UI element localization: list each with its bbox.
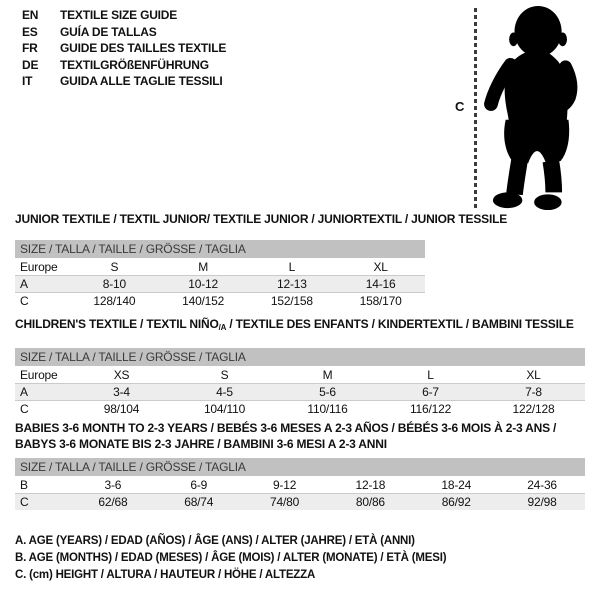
table-row — [15, 383, 585, 400]
section-title — [15, 211, 508, 227]
title-text: / TEXTILE DES ENFANTS / KINDERTEXTIL / BAMBINI TESSILE — [226, 317, 574, 331]
size-table — [15, 240, 425, 309]
size-cell: 6-7 — [422, 385, 439, 399]
size-cell: 3-6 — [104, 477, 122, 492]
height-measure-label: C — [455, 99, 465, 114]
size-header-bar: SIZE / TALLA / TAILLE / GRÖSSE / TAGLIA — [15, 240, 425, 258]
title-text: BABIES 3-6 MONTH TO 2-3 YEARS / BEBÉS 3-6 MESES A 2-3 AÑOS / BÉBÉS 3-6 MOIS À 2-3 ANS / — [15, 421, 557, 435]
language-row — [22, 24, 226, 41]
language-row — [22, 40, 226, 57]
size-header-bar: SIZE / TALLA / TAILLE / GRÖSSE / TAGLIA — [15, 458, 585, 476]
note-line: A. AGE (YEARS) / EDAD (AÑOS) / ÂGE (ANS) / ALTER (JAHRE) / ETÀ (ANNI) — [15, 535, 415, 547]
note-line: B. AGE (MONTHS) / EDAD (MESES) / ÂGE (MOIS) / ALTER (MONATE) / ETÀ (MESI) — [15, 552, 447, 564]
size-cell: 140/152 — [182, 294, 225, 308]
row-label: Europe — [20, 367, 58, 382]
section-title-line — [15, 420, 585, 436]
row-label: C — [20, 402, 29, 416]
size-table-body — [15, 476, 585, 510]
table-row — [15, 400, 585, 417]
language-row — [22, 57, 226, 74]
size-cell: 68/74 — [184, 495, 214, 509]
size-cell: 4-5 — [216, 385, 233, 399]
size-table — [15, 348, 585, 417]
language-code: FR — [22, 41, 38, 55]
size-cell: 24-36 — [527, 477, 557, 492]
table-row — [15, 476, 585, 493]
language-code: ES — [22, 24, 38, 39]
size-cell: 6-9 — [190, 477, 208, 492]
title-text: JUNIOR TEXTILE / TEXTIL JUNIOR/ TEXTILE JUNIOR / JUNIORTEXTIL / JUNIOR TESSILE — [15, 212, 508, 226]
size-cell: 80/86 — [355, 495, 385, 509]
title-text: BABYS 3-6 MONATE BIS 2-3 JAHRE / BAMBINI 3-6 MESI A 2-3 ANNI — [15, 437, 387, 451]
language-title: TEXTILE SIZE GUIDE — [60, 8, 178, 22]
size-cell: XL — [373, 259, 388, 274]
language-code: IT — [22, 74, 33, 88]
size-cell: M — [198, 259, 209, 274]
size-cell: L — [427, 367, 434, 382]
size-cell: 86/92 — [441, 495, 471, 509]
size-cell: 92/98 — [527, 495, 557, 509]
section-babies — [15, 420, 585, 510]
baby-figure — [450, 0, 600, 220]
table-row — [15, 258, 425, 275]
language-code: DE — [22, 57, 39, 72]
note-line: C. (cm) HEIGHT / ALTURA / HAUTEUR / HÖHE / ALTEZZA — [15, 569, 316, 581]
size-cell: 152/158 — [270, 294, 313, 308]
language-row — [22, 73, 226, 90]
size-cell: 12-18 — [355, 477, 386, 492]
language-title: GUIDA ALLE TAGLIE TESSILI — [60, 74, 223, 88]
size-cell: L — [288, 259, 296, 274]
size-cell: M — [322, 367, 333, 382]
language-row — [22, 7, 226, 24]
size-table — [15, 458, 585, 510]
size-table-body — [15, 366, 585, 417]
size-cell: 12-13 — [277, 277, 307, 291]
language-title: TEXTILGRÖßENFÜHRUNG — [60, 57, 209, 72]
section-title-line — [15, 316, 585, 336]
size-cell: 122/128 — [512, 402, 555, 416]
size-cell: XS — [113, 367, 130, 382]
section-title — [15, 316, 585, 336]
size-cell: 128/140 — [93, 294, 136, 308]
language-title: GUIDE DES TAILLES TEXTILE — [60, 41, 227, 55]
subscript-text: /A — [218, 323, 227, 332]
size-cell: 5-6 — [319, 385, 336, 399]
language-title: GUÍA DE TALLAS — [60, 24, 157, 39]
size-cell: 62/68 — [98, 495, 128, 509]
row-label: C — [20, 495, 29, 509]
size-cell: 9-12 — [272, 477, 297, 492]
size-cell: S — [110, 259, 119, 274]
section-title-line — [15, 436, 585, 452]
section-children — [15, 316, 585, 417]
table-row — [15, 493, 585, 510]
table-row — [15, 366, 585, 383]
size-cell: 10-12 — [188, 277, 218, 291]
size-cell: 8-10 — [102, 277, 126, 291]
baby-silhouette-icon — [482, 4, 600, 212]
size-cell: XL — [526, 367, 541, 382]
row-label: C — [20, 294, 29, 308]
row-label: A — [20, 385, 28, 399]
size-cell: 18-24 — [441, 477, 472, 492]
table-row — [15, 275, 425, 292]
section-title — [15, 420, 585, 452]
row-label: B — [20, 477, 28, 492]
language-header — [22, 7, 226, 90]
title-text: CHILDREN'S TEXTILE / TEXTIL NIÑO — [15, 317, 219, 331]
section-title-line — [15, 211, 508, 227]
size-cell: 158/170 — [359, 294, 402, 308]
size-cell: 110/116 — [307, 402, 348, 416]
size-cell: 74/80 — [270, 495, 300, 509]
size-cell: S — [220, 367, 229, 382]
footnotes — [15, 533, 446, 584]
size-cell: 7-8 — [525, 385, 542, 399]
size-cell: 3-4 — [113, 385, 130, 399]
size-cell: 116/122 — [409, 402, 452, 416]
size-header-bar: SIZE / TALLA / TAILLE / GRÖSSE / TAGLIA — [15, 348, 585, 366]
row-label: Europe — [20, 259, 58, 274]
size-cell: 98/104 — [103, 402, 140, 416]
size-cell: 14-16 — [365, 277, 396, 291]
language-code: EN — [22, 8, 39, 22]
size-cell: 104/110 — [203, 402, 246, 416]
height-measure-dashed-line — [474, 8, 477, 210]
size-table-body — [15, 258, 425, 309]
section-junior — [15, 211, 508, 309]
row-label: A — [20, 277, 28, 291]
table-row — [15, 292, 425, 309]
